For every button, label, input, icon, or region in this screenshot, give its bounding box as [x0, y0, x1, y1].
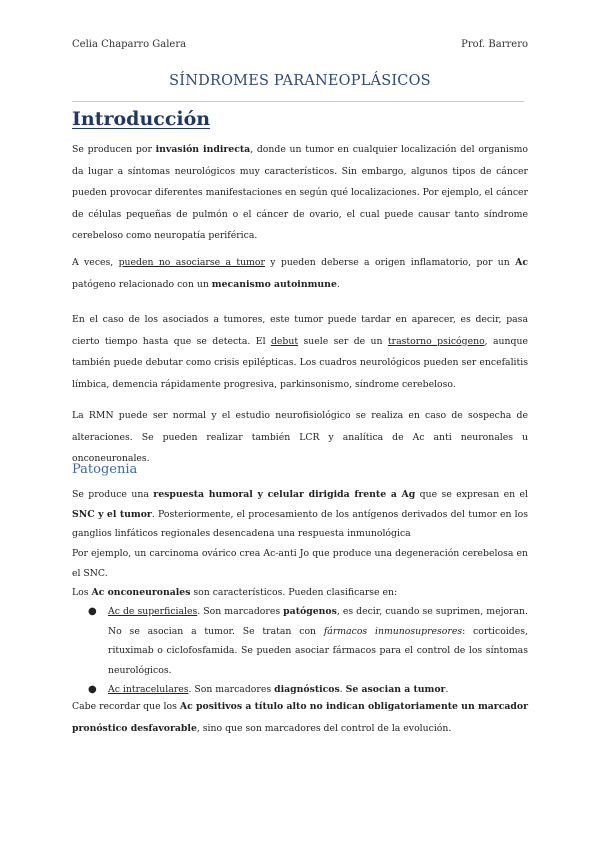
title-divider — [72, 101, 524, 102]
patogenia-paragraph-1: Se produce una respuesta humoral y celular dirigida frente a Ag que se expresan en el SNC y el tumor. Posteriormente, el procesamiento de los antígenos derivados del tumor en los ganglios linfáticos regionales desencadena una respuesta inmunológica — [72, 489, 528, 539]
intro-paragraph-2: A veces, pueden no asociarse a tumor y pueden deberse a origen inflamatorio, por un Ac patógeno relacionado con un mecanismo autoinmune. — [72, 257, 528, 290]
bullet-icon: ● — [88, 606, 97, 617]
section-heading-introduccion: Introducción — [72, 108, 211, 130]
bullet-icon: ● — [88, 684, 97, 695]
intro-paragraph-3: En el caso de los asociados a tumores, este tumor puede tardar en aparecer, es decir, pasa cierto tiempo hasta que se detecta. El debut suele ser de un trastorno psicógeno, aunque también puede debutar como crisis epilépticas. Los cuadros neurológicos pueden ser encefalitis límbica, demencia rápidamente progresiva, parkinsonismo, síndrome cerebeloso. — [72, 314, 528, 390]
list-item: ● Ac intracelulares. Son marcadores diagnósticos. Se asocian a tumor. — [72, 680, 528, 700]
patogenia-paragraph-3: Los Ac onconeuronales son característicos. Pueden clasificarse en: — [72, 587, 398, 598]
section-heading-patogenia: Patogenia — [72, 462, 138, 477]
onconeuronal-list — [72, 602, 528, 700]
header-teacher: Prof. Barrero — [461, 39, 528, 50]
intro-paragraph-4: La RMN puede ser normal y el estudio neurofisiológico se realiza en caso de sospecha de alteraciones. Se pueden realizar también LCR y analítica de Ac anti neuronales u onconeuronales. — [72, 410, 528, 464]
header-author: Celia Chaparro Galera — [72, 39, 187, 50]
list-item: ● Ac de superficiales. Son marcadores patógenos, es decir, cuando se suprimen, mejoran. No se asocian a tumor. Se tratan con fármacos inmunosupresores: corticoides, rituximab o ciclofosfamida. Se pueden asociar fármacos para el control de los síntomas neurológicos. — [72, 602, 528, 680]
patogenia-paragraph-4: Cabe recordar que los Ac positivos a título alto no indican obligatoriamente un marcador pronóstico desfavorable, sino que son marcadores del control de la evolución. — [72, 701, 528, 734]
patogenia-paragraph-2: Por ejemplo, un carcinoma ovárico crea Ac-anti Jo que produce una degeneración cerebelosa en el SNC. — [72, 548, 528, 579]
document-title: SÍNDROMES PARANEOPLÁSICOS — [169, 73, 431, 89]
intro-paragraph-1: Se producen por invasión indirecta, donde un tumor en cualquier localización del organismo da lugar a síntomas neurológicos muy característicos. Sin embargo, algunos tipos de cáncer pueden provocar diferentes manifestaciones en según qué localizaciones. Por ejemplo, el cáncer de células pequeñas de pulmón o el cáncer de ovario, el cual puede causar tanto síndrome cerebeloso como neuropatía periférica. — [72, 144, 529, 241]
